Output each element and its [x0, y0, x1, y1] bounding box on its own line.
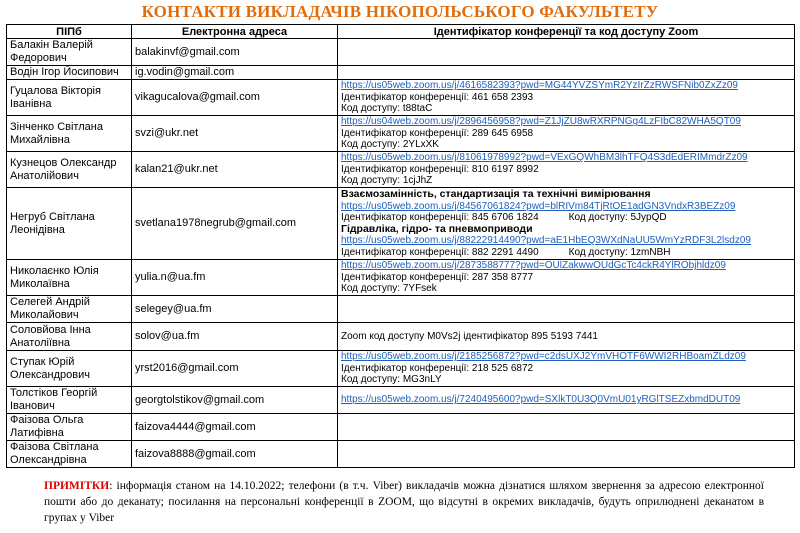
zoom-link[interactable]: https://us05web.zoom.us/j/84567061824?pwd=blRIVm84TjRtOE1adGN3VndxR3BEZz09: [341, 200, 736, 212]
conf-cell: [338, 441, 795, 468]
notes: [44, 478, 764, 526]
table-row: [7, 260, 795, 296]
page-title: КОНТАКТИ ВИКЛАДАЧІВ НІКОПОЛЬСЬКОГО ФАКУЛЬТЕТУ: [141, 2, 659, 21]
zoom-link[interactable]: https://us05web.zoom.us/j/81061978992?pwd=VExGQWhBM3lhTFQ4S3dEdERIMmdrZz09: [341, 152, 748, 164]
conference-id: Ідентифікатор конференції: 810 6197 8992: [341, 163, 539, 175]
conf-cell: [338, 387, 795, 414]
teacher-email: faizova4444@gmail.com: [132, 414, 338, 441]
conference-id: Ідентифікатор конференції: 845 6706 1824: [341, 212, 539, 223]
header-conf: Ідентифікатор конференції та код доступу Zoom: [338, 25, 795, 39]
conference-id: Ідентифікатор конференції: 461 658 2393: [341, 91, 534, 103]
conf-cell: [338, 323, 795, 351]
access-code: Код доступу: 1zmNBH: [568, 246, 671, 258]
table-row: [7, 39, 795, 66]
conference-id: Ідентифікатор конференції: 218 525 6872: [341, 362, 534, 374]
contacts-table: [6, 24, 795, 468]
teacher-name: Селегей Андрій Миколайович: [7, 296, 132, 323]
teacher-name: Николаєнко Юлія Миколаївна: [7, 260, 132, 296]
table-row: [7, 66, 795, 80]
teacher-email: kalan21@ukr.net: [132, 152, 338, 188]
zoom-link[interactable]: https://us05web.zoom.us/j/88222914490?pwd=aE1HbEQ3WXdNaUU5WmYzRDF3L2lsdz09: [341, 235, 751, 246]
teacher-email: faizova8888@gmail.com: [132, 441, 338, 468]
teacher-email: georgtolstikov@gmail.com: [132, 387, 338, 414]
table-row: [7, 387, 795, 414]
teacher-email: yrst2016@gmail.com: [132, 351, 338, 387]
conf-cell: [338, 296, 795, 323]
teacher-name: Гуцалова Вікторія Іванівна: [7, 80, 132, 116]
access-code: Код доступу: 5JypQD: [568, 212, 667, 223]
zoom-link[interactable]: https://us05web.zoom.us/j/4616582393?pwd=MG44YVZSYmR2YzIrZzRWSFNib0ZxZz09: [341, 80, 738, 92]
teacher-name: Кузнецов Олександр Анатолійович: [7, 152, 132, 188]
conf-cell: [338, 116, 795, 152]
teacher-name: Водін Ігор Йосипович: [7, 66, 132, 80]
access-code: Код доступу: 7YFsek: [341, 283, 437, 295]
header-name: ПІПб: [7, 25, 132, 39]
conference-credentials: [341, 212, 791, 224]
conf-cell: [338, 152, 795, 188]
teacher-name: Фаізова Ольга Латифівна: [7, 414, 132, 441]
table-row: [7, 116, 795, 152]
teacher-email: balakinvf@gmail.com: [132, 39, 338, 66]
zoom-link[interactable]: https://us05web.zoom.us/j/2185256872?pwd=c2dsUXJ2YmVHOTF6WWI2RHBoamZLdz09: [341, 351, 746, 363]
conf-cell: [338, 260, 795, 296]
table-row: [7, 80, 795, 116]
conf-cell: [338, 80, 795, 116]
teacher-email: svzi@ukr.net: [132, 116, 338, 152]
teacher-email: yulia.n@ua.fm: [132, 260, 338, 296]
teacher-email: ig.vodin@gmail.com: [132, 66, 338, 80]
zoom-link[interactable]: https://us04web.zoom.us/j/2896456958?pwd=Z1JjZU8wRXRPNGg4LzFIbC82WHA5QT09: [341, 116, 741, 128]
conference-id: Ідентифікатор конференції: 289 645 6958: [341, 127, 534, 139]
teacher-name: Толстіков Георгій Іванович: [7, 387, 132, 414]
table-row: [7, 152, 795, 188]
access-code: Код доступу: 1cjJhZ: [341, 175, 433, 187]
conference-id: Ідентифікатор конференції: 287 358 8777: [341, 271, 534, 283]
teacher-name: Соловйова Інна Анатоліївна: [7, 323, 132, 351]
teacher-email: selegey@ua.fm: [132, 296, 338, 323]
table-row: [7, 351, 795, 387]
zoom-link[interactable]: https://us05web.zoom.us/j/2873588777?pwd=OUlZakwwOUdGcTc4ckR4YlRObjhldz09: [341, 260, 726, 272]
zoom-link[interactable]: https://us05web.zoom.us/j/7240495600?pwd=SXlkT0U3Q0VmU01yRGlTSEZxbmdDUT09: [341, 394, 741, 406]
conf-cell: [338, 188, 795, 260]
table-row: [7, 188, 795, 260]
header-email: Електронна адреса: [132, 25, 338, 39]
teacher-name: Ступак Юрій Олександрович: [7, 351, 132, 387]
table-row: [7, 441, 795, 468]
conf-cell: [338, 351, 795, 387]
conf-cell: [338, 66, 795, 80]
conference-credentials: [341, 247, 791, 259]
subject-title: Гідравліка, гідро- та пневмоприводи: [341, 222, 533, 235]
teacher-name: Фаізова Світлана Олександрівна: [7, 441, 132, 468]
teacher-name: Негруб Світлана Леонідівна: [7, 188, 132, 260]
notes-label: ПРИМІТКИ: [44, 480, 110, 492]
teacher-email: vikagucalova@gmail.com: [132, 80, 338, 116]
notes-text: : інформація станом на 14.10.2022; телефони (в т.ч. Viber) викладачів можна дізнатися шляхом звернення за адресою електронної пошти або до деканату; посилання на персональні конференції в ZOOM, що відсутні в окремих викладачів, будуть оприлюднені деканатом в групах у Viber: [44, 480, 764, 524]
conf-cell: [338, 414, 795, 441]
access-code: Код доступу: MG3nLY: [341, 374, 442, 386]
conf-cell: [338, 39, 795, 66]
table-header-row: [7, 25, 795, 39]
teacher-email: solov@ua.fm: [132, 323, 338, 351]
conference-id: Ідентифікатор конференції: 882 2291 4490: [341, 246, 539, 258]
teacher-name: Балакін Валерій Федорович: [7, 39, 132, 66]
table-row: [7, 296, 795, 323]
access-code: Код доступу: t88taC: [341, 103, 433, 115]
zoom-info: Zoom код доступу M0Vs2j ідентифікатор 895 5193 7441: [341, 330, 598, 342]
teacher-email: svetlana1978negrub@gmail.com: [132, 188, 338, 260]
subject-title: Взаємозамінність, стандартизація та технічні вимірювання: [341, 188, 651, 200]
teacher-name: Зінченко Світлана Михайлівна: [7, 116, 132, 152]
access-code: Код доступу: 2YLxXK: [341, 139, 439, 151]
table-row: [7, 323, 795, 351]
table-row: [7, 414, 795, 441]
